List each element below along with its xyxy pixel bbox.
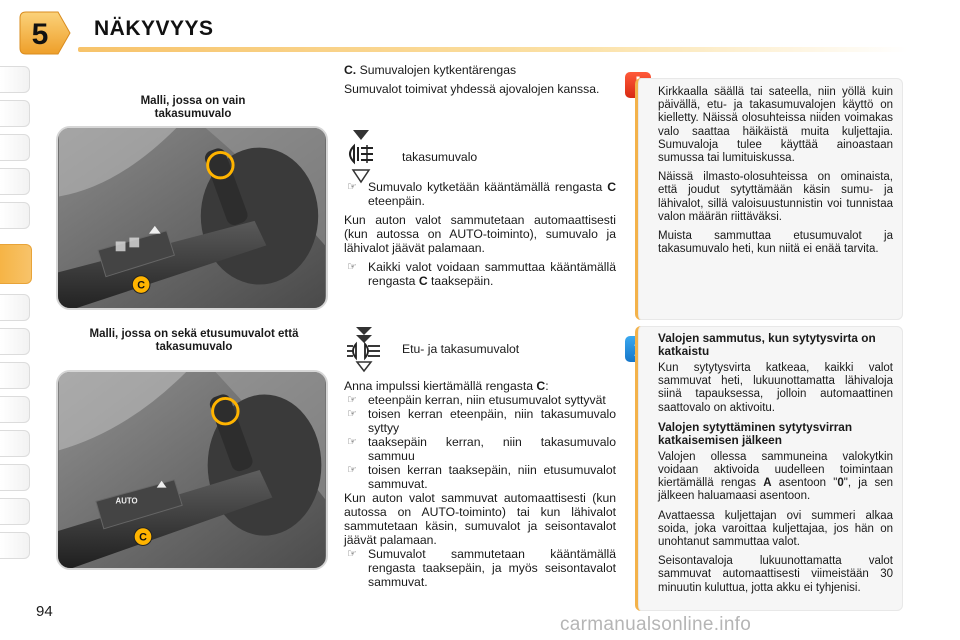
front-and-rear-fog-light-icon <box>344 325 384 373</box>
chapter-tab[interactable] <box>0 464 30 491</box>
rear-fog-bullet-on: ☞ Sumuvalo kytketään kääntämällä rengasta C eteenpäin. <box>344 180 616 208</box>
chapter-badge <box>18 10 72 56</box>
chapter-tab[interactable] <box>0 430 30 457</box>
warning-para-1: Kirkkaalla säällä tai sateella, niin yöllä kuin päivällä, etu- ja takasumuvalojen käyttö on kielletty. Näissä olosuhteissa niiden voimakas valo saattaa häikäistä muita kuljettajia. Sumuvaloja tulee käyttää ainoastaan sumussa tai lumituiskussa. <box>658 86 893 165</box>
intro-text: Sumuvalot toimivat yhdessä ajovalojen kanssa. <box>344 82 600 96</box>
info-heading-lights-off: Valojen sammutus, kun sytytysvirta on katkaistu <box>658 331 876 358</box>
chapter-tab[interactable] <box>0 396 30 423</box>
chapter-tab[interactable] <box>0 100 30 127</box>
chapter-tab[interactable] <box>0 532 30 559</box>
auto-label: AUTO <box>115 496 138 506</box>
rear-fog-auto-text: Kun auton valot sammutetaan automaattisesti (kun autossa on AUTO-toiminto), sumuvalo ja lähivalot jäävät palamaan. <box>344 213 616 255</box>
impulse-text: Anna impulssi kiertämällä rengasta C: <box>344 379 549 393</box>
warning-para-3: Muista sammuttaa etusumuvalot ja takasumuvalo heti, kun niitä ei enää tarvita. <box>658 230 893 256</box>
front-rear-fog-row <box>344 325 519 373</box>
ring-heading: Sumuvalojen kytkentärengas <box>359 63 517 77</box>
chapter-tab[interactable] <box>0 168 30 195</box>
info-para-2: Valojen ollessa sammuneina valokytkin voidaan aktivoida uudelleen toimintaan kiertämällä rengas A asentoon "0", ja sen jälkeen haluamaasi asentoon. <box>658 450 894 503</box>
section-rear-fog <box>344 180 616 288</box>
caption-rear-fog-model: Malli, jossa on vain takasumuvalo <box>140 95 246 120</box>
fog-step-1: ☞ eteenpäin kerran, niin etusumuvalot syttyvät <box>344 393 616 407</box>
rear-fog-label: takasumuvalo <box>402 150 478 164</box>
photo-lighting-stalk-rear-fog <box>56 126 328 310</box>
fog-step-2: ☞ toisen kerran eteenpäin, niin takasumuvalo syttyy <box>344 407 616 435</box>
chapter-tab-strip <box>0 66 34 576</box>
chapter-tab[interactable] <box>0 202 30 229</box>
caption-front-rear-fog-model: Malli, jossa on sekä etusumuvalot että takasumuvalo <box>89 328 299 353</box>
watermark: carmanualsonline.info <box>560 614 752 635</box>
section-front-rear-fog <box>344 379 616 589</box>
chapter-tab[interactable] <box>0 362 30 389</box>
front-rear-auto-text: Kun auton valot sammuvat automaattisesti (kun autossa on AUTO-toiminto) tai kun lähivalot sammutetaan käsin, sumuvalot ja seisontavalot jäävät palamaan. <box>344 491 616 547</box>
chapter-tab[interactable] <box>0 328 30 355</box>
header-divider <box>78 47 908 52</box>
rear-fog-row <box>344 128 477 186</box>
photo-lighting-stalk-front-rear-fog <box>56 370 328 570</box>
chapter-tab-active[interactable] <box>0 244 32 284</box>
page-title: NÄKYVYYS <box>94 17 214 40</box>
fog-step-3: ☞ taaksepäin kerran, niin takasumuvalo sammuu <box>344 435 616 463</box>
chapter-tab[interactable] <box>0 66 30 93</box>
ring-label-c: C <box>139 531 147 544</box>
front-rear-fog-label: Etu- ja takasumuvalot <box>402 342 520 356</box>
rear-fog-light-icon <box>344 128 378 186</box>
fog-off-bullet: ☞ Sumuvalot sammutetaan kääntämällä rengasta taaksepäin, ja myös seisontavalot sammuvat. <box>344 547 616 589</box>
chapter-tab[interactable] <box>0 498 30 525</box>
info-para-4: Seisontavaloja lukuunottamatta valot sammuvat automaattisesti viimeistään 30 minuutin kuluttua, jotta akku ei tyhjenisi. <box>658 555 893 594</box>
chapter-tab[interactable] <box>0 134 30 161</box>
chapter-tab[interactable] <box>0 294 30 321</box>
info-heading-lights-on: Valojen sytyttäminen sytytysvirran katkaisemisen jälkeen <box>658 419 853 447</box>
ring-label-c: C <box>137 279 146 292</box>
info-para-1: Kun sytytysvirta katkeaa, kaikki valot sammuvat heti, lukuunottamatta lähivaloja siinä tapauksessa, jolloin automaattinen saattovalo on aktivoitu. <box>658 362 893 414</box>
warning-box <box>635 78 903 320</box>
info-para-3: Avattaessa kuljettajan ovi summeri alkaa soida, joka varoittaa kuljettajaa, jos hän on unohtanut sammuttaa valot. <box>658 509 893 549</box>
warning-para-2: Näissä ilmasto-olosuhteissa on ominaista, että joudut sytyttämään käsin sumu- ja lähivalot, sillä valoisuustunnistin voi tunnistaa valon määrän riittäväksi. <box>658 171 893 223</box>
section-fog-ring <box>344 63 616 96</box>
ring-letter: C. <box>344 63 357 77</box>
rear-fog-bullet-off: ☞ Kaikki valot voidaan sammuttaa kääntämällä rengasta C taaksepäin. <box>344 260 616 288</box>
page-number: 94 <box>36 603 53 620</box>
fog-step-4: ☞ toisen kerran taaksepäin, niin etusumuvalot sammuvat. <box>344 463 616 491</box>
chapter-number: 5 <box>31 18 49 51</box>
info-box <box>635 326 903 611</box>
